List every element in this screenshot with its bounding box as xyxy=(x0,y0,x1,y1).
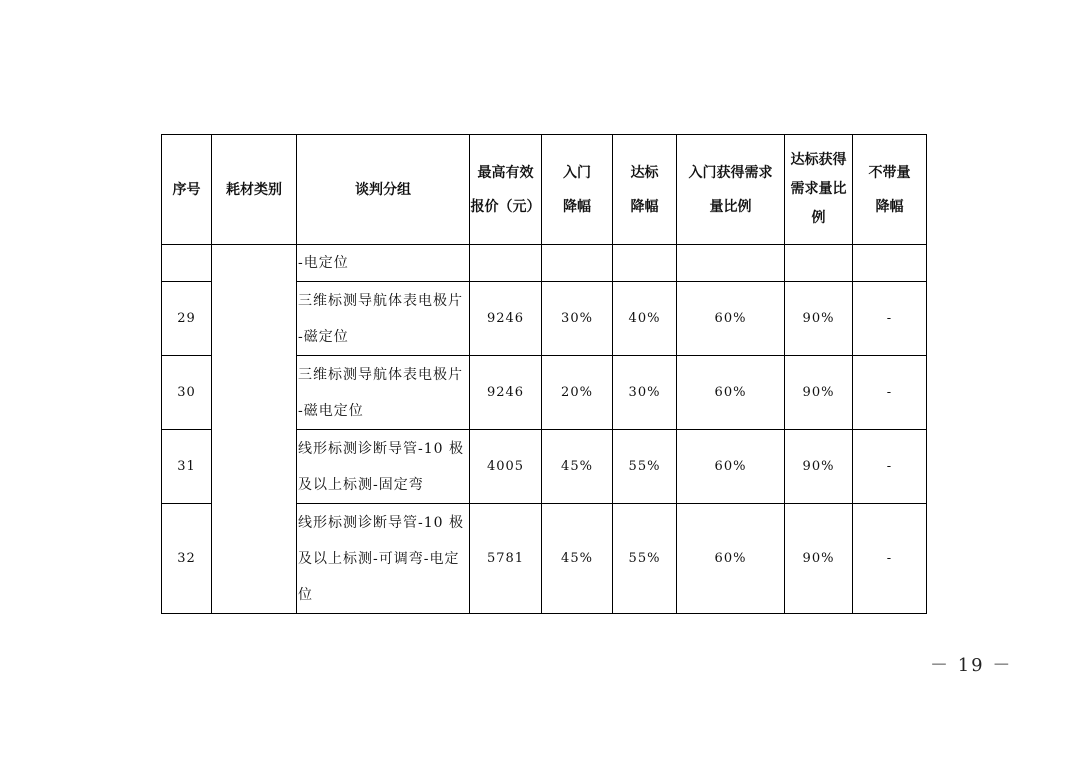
cell-serial xyxy=(162,245,212,282)
header-category: 耗材类别 xyxy=(212,135,297,245)
cell-target-share xyxy=(785,245,853,282)
cell-price xyxy=(470,245,542,282)
header-entry-cut: 入门 降幅 xyxy=(542,135,613,245)
cell-target-share: 90% xyxy=(785,504,853,614)
header-no-volume-cut: 不带量 降幅 xyxy=(853,135,927,245)
cell-entry-share: 60% xyxy=(677,430,785,504)
cell-target-cut: 30% xyxy=(613,356,677,430)
header-max-price: 最高有效 报价（元） xyxy=(470,135,542,245)
cell-no-volume-cut: - xyxy=(853,504,927,614)
cell-price: 4005 xyxy=(470,430,542,504)
header-entry-share: 入门获得需求 量比例 xyxy=(677,135,785,245)
cell-serial: 31 xyxy=(162,430,212,504)
cell-price: 9246 xyxy=(470,282,542,356)
header-target-cut: 达标 降幅 xyxy=(613,135,677,245)
cell-entry-share xyxy=(677,245,785,282)
cell-no-volume-cut: - xyxy=(853,356,927,430)
cell-serial: 30 xyxy=(162,356,212,430)
cell-target-share: 90% xyxy=(785,282,853,356)
cell-target-share: 90% xyxy=(785,430,853,504)
cell-group: 线形标测诊断导管-10 极 及以上标测-固定弯 xyxy=(297,430,470,504)
cell-target-cut: 55% xyxy=(613,504,677,614)
cell-price: 9246 xyxy=(470,356,542,430)
page-number: － 19 － xyxy=(930,655,1013,676)
cell-target-share: 90% xyxy=(785,356,853,430)
cell-group: -电定位 xyxy=(297,245,470,282)
cell-entry-cut: 20% xyxy=(542,356,613,430)
negotiation-table xyxy=(161,134,927,614)
header-group: 谈判分组 xyxy=(297,135,470,245)
cell-target-cut: 40% xyxy=(613,282,677,356)
cell-price: 5781 xyxy=(470,504,542,614)
cell-group: 线形标测诊断导管-10 极 及以上标测-可调弯-电定 位 xyxy=(297,504,470,614)
cell-target-cut: 55% xyxy=(613,430,677,504)
table-row xyxy=(162,245,927,282)
cell-entry-cut: 30% xyxy=(542,282,613,356)
cell-entry-cut xyxy=(542,245,613,282)
cell-entry-cut: 45% xyxy=(542,430,613,504)
cell-serial: 32 xyxy=(162,504,212,614)
cell-no-volume-cut xyxy=(853,245,927,282)
cell-no-volume-cut: - xyxy=(853,430,927,504)
header-serial: 序号 xyxy=(162,135,212,245)
cell-entry-cut: 45% xyxy=(542,504,613,614)
cell-entry-share: 60% xyxy=(677,504,785,614)
cell-target-cut xyxy=(613,245,677,282)
cell-group: 三维标测导航体表电极片 -磁电定位 xyxy=(297,356,470,430)
header-target-share: 达标获得 需求量比 例 xyxy=(785,135,853,245)
cell-no-volume-cut: - xyxy=(853,282,927,356)
cell-entry-share: 60% xyxy=(677,356,785,430)
cell-serial: 29 xyxy=(162,282,212,356)
cell-group: 三维标测导航体表电极片 -磁定位 xyxy=(297,282,470,356)
cell-category xyxy=(212,245,297,614)
table-header-row xyxy=(162,135,927,245)
cell-entry-share: 60% xyxy=(677,282,785,356)
